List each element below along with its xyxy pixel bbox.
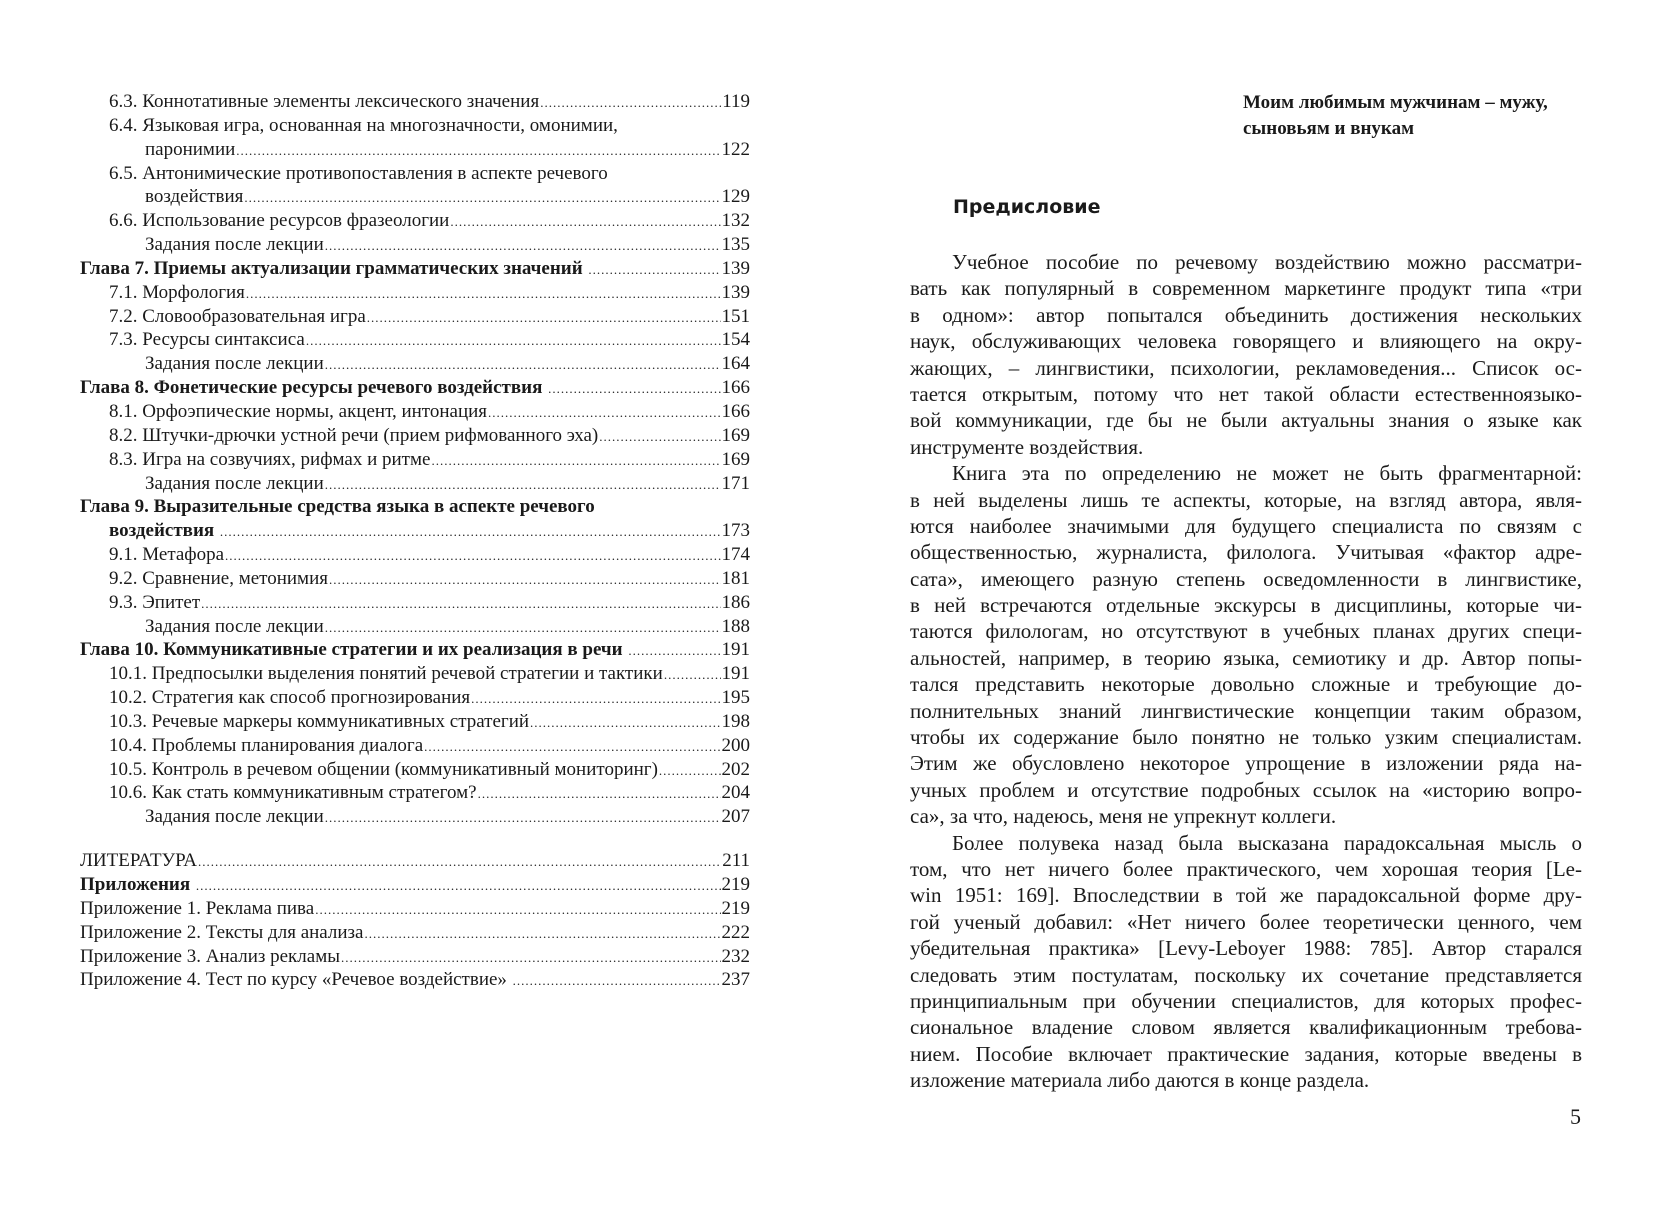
toc-dot-leader [588,258,720,282]
toc-dot-leader [530,711,720,735]
toc-page-number: 169 [721,448,750,470]
toc-entry[interactable] [80,519,750,543]
toc-entry[interactable] [80,710,750,734]
toc-entry-title: Приложение 2. Тексты для анализа [80,921,364,943]
toc-page-number: 171 [721,472,750,494]
toc-dot-leader [431,449,720,473]
toc-dot-leader [325,616,721,640]
toc-entry[interactable] [80,281,750,305]
dedication-line: сыновьям и внукам [1243,118,1415,139]
toc-entry[interactable] [80,873,750,897]
toc-dot-leader [306,329,721,353]
toc-page-number: 169 [721,424,750,446]
paragraph-line: тался представить некоторые довольно сложные и требующие до- [910,672,1582,697]
toc-entry-title: 7.2. Словообразовательная игра [109,305,366,327]
toc-page-number: 139 [721,281,750,303]
toc-page-number: 204 [721,782,750,804]
toc-entry[interactable] [80,921,750,945]
toc-page-number: 135 [721,234,750,256]
toc-entry-title: Задания после лекции [145,615,324,637]
toc-entry[interactable] [80,328,750,352]
paragraph-line: в ней выделены лишь те аспекты, которые, на взгляд автора, явля- [910,487,1582,512]
paragraph-line: в одном»: автор попытался объединить достижения нескольких [910,302,1582,327]
toc-entry[interactable] [80,686,750,710]
toc-entry[interactable] [80,138,750,162]
paragraph-line: изложение материала либо даются в конце раздела. [910,1068,1370,1093]
toc-entry-title: 8.2. Штучки-дрючки устной речи (прием рифмованного эха) [109,424,599,446]
toc-page-number: 200 [721,734,750,756]
toc-page-number: 211 [722,850,750,872]
toc-dot-leader [599,425,720,449]
toc-entry-title: 6.6. Использование ресурсов фразеологии [109,210,450,232]
paragraph-line: Более полувека назад была высказана парадоксальная мысль о [952,830,1582,855]
toc-entry-title: 6.5. Антонимические противопоставления в аспекте речевого [109,162,608,184]
toc-entry[interactable] [80,233,750,257]
toc-page-number: 219 [721,897,750,919]
toc-entry[interactable] [80,257,750,281]
toc-dot-leader [424,735,720,759]
paragraph-line: гой ученый добавил: «Нет ничего более теоретически ценного, чем [910,909,1582,934]
toc-page-number: 191 [721,663,750,685]
toc-entry-title: Приложения [80,874,195,895]
paragraph [910,460,1582,829]
toc-entry-title: 9.2. Сравнение, метонимия [109,567,328,589]
toc-entry-title: 10.4. Проблемы планирования диалога [109,734,424,756]
toc-entry-title: 6.4. Языковая игра, основанная на многозначности, омонимии, [109,114,618,136]
toc-dot-leader [201,592,720,616]
toc-page-number: 164 [721,353,750,375]
toc-entry-title: воздействия [109,520,219,542]
toc-entry[interactable] [80,758,750,782]
dedication [1243,90,1548,142]
toc-entry[interactable] [80,638,750,662]
toc-page-number: 151 [721,305,750,327]
toc-entry-title: 10.6. Как стать коммуникативным стратегом? [109,782,477,804]
toc-entry[interactable] [80,734,750,758]
toc-entry[interactable] [80,376,750,400]
toc-entry[interactable] [80,849,750,873]
toc-page-number: 139 [721,257,750,279]
toc-entry-title: Приложение 3. Анализ рекламы [80,945,340,967]
paragraph-line: ются наиболее значимыми для будущего специалиста по связям с [910,513,1582,538]
toc-dot-leader [488,401,720,425]
toc-entry-title: 7.1. Морфология [109,281,245,303]
paragraph-line: альностей, например, в теорию языка, семиотику и др. Автор попы- [910,645,1582,670]
paragraph-line: вой коммуникации, где бы не были актуальны знания о языке как [910,408,1582,433]
paragraph-line: том, что нет ничего более практического, чем хорошая теория [Le- [910,856,1582,881]
toc-entry[interactable] [80,90,750,114]
toc-dot-leader [628,639,720,663]
toc-entry-title: Глава 8. Фонетические ресурсы речевого воздействия [80,377,548,399]
paragraph-line: вать как популярный в современном маркетинге продукт типа «три [910,276,1582,301]
toc-page-number: 132 [721,210,750,232]
toc-entry-title: 10.1. Предпосылки выделения понятий речевой стратегии и тактики [109,663,663,685]
paragraph-line: принципиальным при обучении специалистов, для которых профес- [910,988,1582,1013]
page-number: 5 [1570,1104,1581,1129]
paragraph-line: таются филологам, но отсутствуют в учебных планах других специ- [910,619,1582,644]
toc-dot-leader [450,210,720,234]
toc-entry[interactable] [80,495,750,519]
toc-dot-leader [471,687,720,711]
toc-page-number: 188 [721,615,750,637]
toc-dot-leader [315,898,720,922]
toc-entry[interactable] [80,543,750,567]
paragraph-line: в ней встречаются отдельные экскурсы в дисциплины, которые чи- [910,593,1582,618]
toc-entry-title: 9.1. Метафора [109,544,225,566]
toc-dot-leader [364,922,720,946]
toc-page-number: 191 [721,639,750,661]
paragraph-line: учных проблем и отсутствие подробных ссылок на «историю вопро- [910,777,1582,802]
toc-page-number: 195 [721,687,750,709]
toc-entry[interactable] [80,591,750,615]
toc-entry[interactable] [80,162,750,186]
paragraph-line: сиональное владение словом является квалификационным требова- [910,1015,1582,1040]
toc-entry[interactable] [80,185,750,209]
toc-entry[interactable] [80,352,750,376]
paragraph-line: чтобы их содержание было понятно не только узким специалистам. [910,725,1582,750]
toc-entry[interactable] [80,897,750,921]
toc-dot-leader [341,946,721,970]
toc-entry-title: 7.3. Ресурсы синтаксиса [109,329,305,351]
toc-entry[interactable] [80,209,750,233]
toc-dot-leader [329,568,721,592]
toc-entry[interactable] [80,968,750,992]
paragraph [910,249,1582,460]
toc-entry[interactable] [80,400,750,424]
toc-entry[interactable] [80,567,750,591]
toc-entry[interactable] [80,662,750,686]
toc-entry-title: Глава 9. Выразительные средства языка в аспекте речевого [80,496,595,518]
toc-entry-title: ЛИТЕРАТУРА [80,850,197,872]
toc-entry[interactable] [80,781,750,805]
toc-page-number: 198 [721,710,750,732]
paragraph-line: са», за что, надеюсь, меня не упрекнут коллеги. [910,804,1337,829]
toc-entry-title: 8.1. Орфоэпические нормы, акцент, интонация [109,400,488,422]
toc-entry-title: 6.3. Коннотативные элементы лексического значения [109,91,540,112]
toc-page-number: 186 [721,591,750,613]
toc-dot-leader [244,186,720,210]
toc-page-number: 174 [721,544,750,566]
toc-entry[interactable] [80,472,750,496]
paragraph-line: жающих, – лингвистики, психологии, рекламоведения... Список ос- [910,355,1582,380]
toc-page-number: 207 [721,806,750,828]
toc-page-number: 122 [721,138,750,160]
toc-dot-leader [478,782,721,806]
toc-page-number: 166 [721,377,750,399]
toc-entry-title: Задания после лекции [145,472,324,494]
paragraph-line: сата», имеющего разную степень осведомленности в лингвистике, [910,566,1582,591]
paragraph-line: нием. Пособие включает практические задания, которые введены в [910,1041,1582,1066]
paragraph-line: общественностью, журналиста, филолога. Учитывая «фактор адре- [910,540,1582,565]
paragraph [910,830,1582,1094]
toc-entry-title: Глава 10. Коммуникативные стратегии и их реализация в речи [80,639,628,661]
toc-page-number: 181 [721,567,750,589]
toc-page-number: 202 [721,758,750,780]
toc-dot-leader [540,91,721,115]
toc-dot-leader [198,850,721,874]
paragraph-line: Книга эта по определению не может не быть фрагментарной: [952,461,1582,486]
paragraph-line: инструменте воздействия. [910,434,1144,459]
section-heading: Предисловие [953,196,1101,218]
toc-dot-leader [513,969,721,993]
toc-entry[interactable] [80,448,750,472]
toc-dot-leader [659,759,721,783]
toc-entry-title: паронимии [145,138,236,160]
toc-entry-title: 8.3. Игра на созвучиях, рифмах и ритме [109,448,431,470]
toc-page-number: 154 [721,329,750,351]
toc-entry-title: воздействия [145,186,244,208]
toc-page-number: 129 [721,186,750,208]
toc-dot-leader [236,139,720,163]
toc-page-number: 166 [721,400,750,422]
toc-entry-title: 10.5. Контроль в речевом общении (коммуникативный мониторинг) [109,758,658,780]
toc-entry[interactable] [80,805,750,829]
preface-body [910,249,1582,1094]
toc-dot-leader [225,544,720,568]
toc-page-number: 219 [721,874,750,895]
paragraph-line: тается открытым, потому что нет такой области естественноязыко- [910,381,1582,406]
toc-entry-title: 10.3. Речевые маркеры коммуникативных стратегий [109,710,530,732]
paragraph-line: полнительных знаний лингвистические концепции таким образом, [910,698,1582,723]
toc-page-number: 173 [721,520,750,542]
table-of-contents [80,90,750,992]
toc-page-number: 237 [721,969,750,991]
toc-dot-leader [325,806,721,830]
toc-page-number: 119 [722,91,750,112]
paragraph-line: Этим же обусловлено некоторое упрощение в изложении ряда на- [910,751,1582,776]
paragraph-line: следовать этим постулатам, поскольку их сочетание представляется [910,962,1582,987]
dedication-line: Моим любимым мужчинам – мужу, [1243,92,1548,113]
toc-dot-leader [220,520,721,544]
toc-entry-title: Задания после лекции [145,234,324,256]
toc-page-number: 222 [721,921,750,943]
toc-entry[interactable] [80,114,750,138]
toc-dot-leader [325,353,721,377]
toc-dot-leader [664,663,721,687]
toc-entry-title: Приложение 1. Реклама пива [80,897,315,919]
paragraph-line: убедительная практика» [Levy-Leboyer 1988: 785]. Автор старался [910,936,1582,961]
toc-entry-title: 9.3. Эпитет [109,591,201,613]
paragraph-line: win 1951: 169]. Впоследствии в той же парадоксальной форме дру- [910,883,1582,908]
paragraph-line: Учебное пособие по речевому воздействию можно рассматри- [952,250,1582,274]
toc-entry[interactable] [80,945,750,969]
toc-dot-leader [246,282,721,306]
toc-dot-leader [196,874,721,898]
toc-entry[interactable] [80,615,750,639]
toc-entry-title: Глава 7. Приемы актуализации грамматических значений [80,257,588,279]
toc-entry[interactable] [80,305,750,329]
paragraph-line: наук, обслуживающих человека говорящего и влияющего на окру- [910,329,1582,354]
toc-entry-title: Задания после лекции [145,806,324,828]
toc-dot-leader [325,473,721,497]
toc-page-number: 232 [721,945,750,967]
toc-entry-title: 10.2. Стратегия как способ прогнозирования [109,687,471,709]
toc-dot-leader [548,377,720,401]
toc-dot-leader [367,306,721,330]
toc-dot-leader [325,234,721,258]
toc-entry[interactable] [80,424,750,448]
toc-entry-title: Приложение 4. Тест по курсу «Речевое воздействие» [80,969,512,991]
toc-entry-title: Задания после лекции [145,353,324,375]
